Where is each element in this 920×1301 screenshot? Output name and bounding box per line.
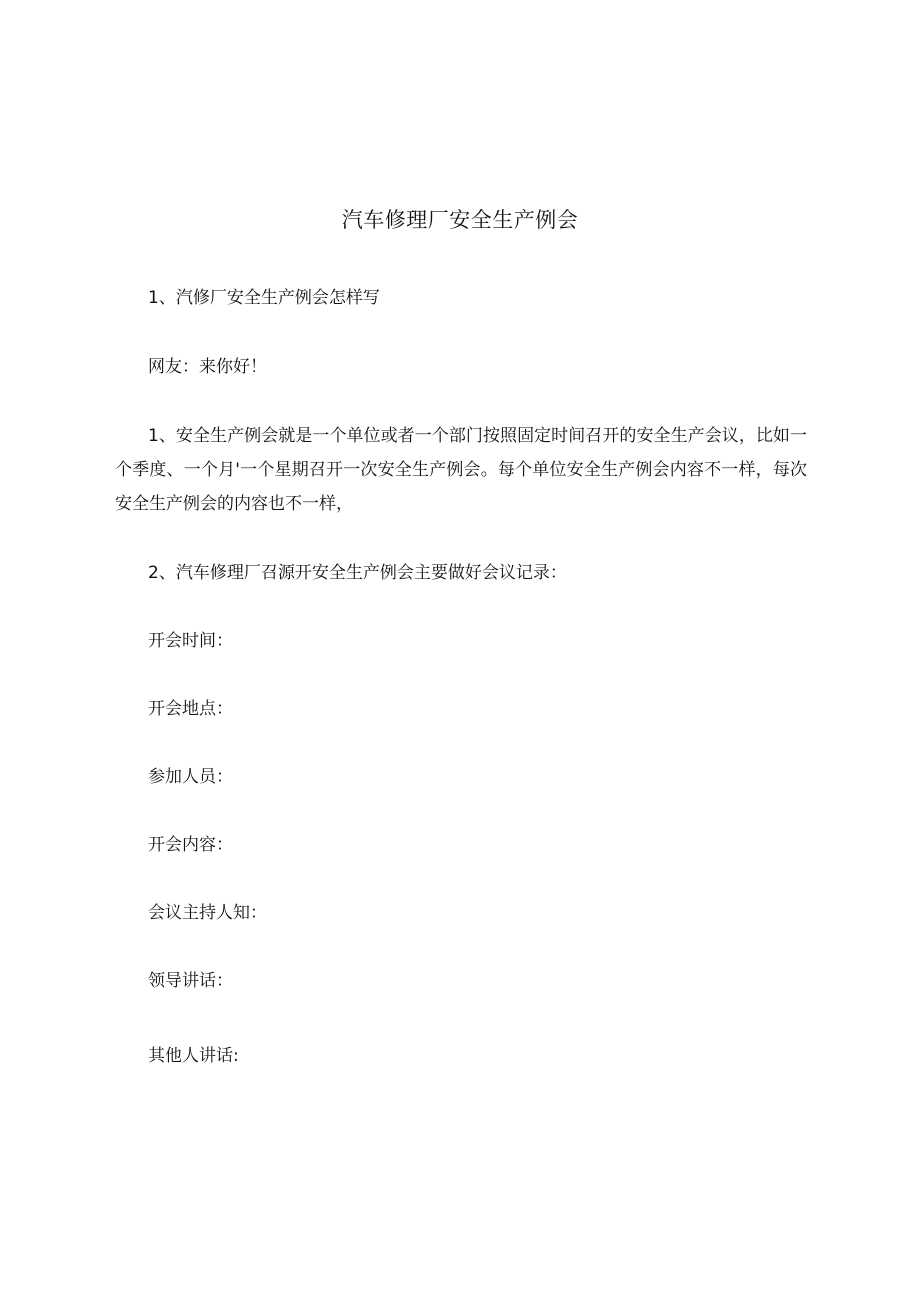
document-title: 汽车修理厂安全生产例会 (341, 208, 579, 232)
field-others-speech: 其他人讲话: (148, 1046, 239, 1066)
paragraph-two: 2、汽车修理厂召源开安全生产例会主要做好会议记录： (148, 563, 567, 583)
field-leader-speech: 领导讲话： (148, 971, 233, 991)
field-meeting-time: 开会时间： (148, 631, 233, 651)
field-meeting-place: 开会地点： (148, 699, 233, 719)
field-meeting-content: 开会内容： (148, 835, 233, 855)
greeting-line: 网友：来你好！ (148, 357, 267, 377)
question-heading: 1、汽修厂安全生产例会怎样写 (148, 288, 380, 308)
field-host: 会议主持人知： (148, 903, 267, 923)
field-attendees: 参加人员： (148, 767, 233, 787)
paragraph-one: 1、安全生产例会就是一个单位或者一个部门按照固定时间召开的安全生产会议，比如一个季度、一个月'一个星期召开一次安全生产例会。每个单位安全生产例会内容不一样，每次安全生产例会的内容也不一样， (115, 426, 807, 514)
